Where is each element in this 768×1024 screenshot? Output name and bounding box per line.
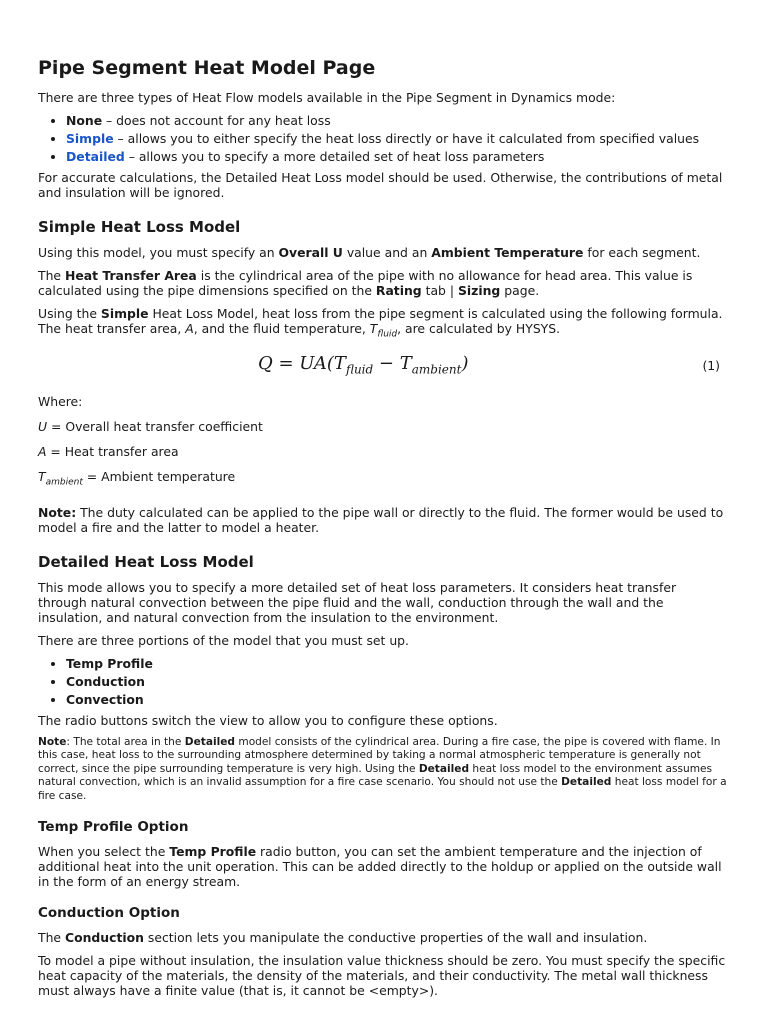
definition-t-ambient: $T_{ambient}$ = Ambient temperature <box>38 469 236 488</box>
detailed-note: Note: The total area in the Detailed model consists of the cylindrical area. During a fire case, the pipe is covered with flame. In this case, heat loss to the surrounding atmosphere determined by taking a normal atmospheric temperature is generally not correct, since the pipe surrounding temperature is very high. Using the Detailed heat loss model to the environment assumes natural convection, which is an invalid assumption for a fire case scenario. You should not use the Detailed heat loss model for a fire case. <box>38 735 727 802</box>
heat-loss-equation: $Q = UA(T_{fluid} - T_{ambient})$ <box>258 353 469 378</box>
where-label: Where: <box>38 394 83 410</box>
equation-block <box>38 350 728 390</box>
list-item: • Conduction <box>66 674 728 689</box>
section-heading-simple: Simple Heat Loss Model <box>38 218 241 236</box>
model-detailed-link[interactable]: Detailed <box>66 149 125 164</box>
portion-list <box>38 656 728 707</box>
model-simple-link[interactable]: Simple <box>66 131 114 146</box>
paragraph: Using the Simple Heat Loss Model, heat loss from the pipe segment is calculated using the following formula. The heat transfer area, A, and the fluid temperature, $T_{fluid}$, are calculated by HYSYS. <box>38 306 723 340</box>
list-item: • Detailed – allows you to specify a more detailed set of heat loss parameters <box>66 149 728 164</box>
section-heading-temp-profile: Temp Profile Option <box>38 819 189 836</box>
page-title: Pipe Segment Heat Model Page <box>38 57 376 79</box>
paragraph: This mode allows you to specify a more detailed set of heat loss parameters. It considers heat transfer through natural convection between the pipe fluid and the wall, conduction through the wall and the insulation, and natural convection from the insulation to the environment. <box>38 579 677 625</box>
intro-text: There are three types of Heat Flow models available in the Pipe Segment in Dynamics mode: <box>38 90 616 105</box>
paragraph: There are three portions of the model that you must set up. <box>38 632 409 648</box>
paragraph: The radio buttons switch the view to allow you to configure these options. <box>38 712 498 728</box>
section-heading-detailed: Detailed Heat Loss Model <box>38 552 254 571</box>
equation-number: (1) <box>702 358 720 374</box>
section-heading-conduction: Conduction Option <box>38 905 180 922</box>
accuracy-note: For accurate calculations, the Detailed Heat Loss model should be used. Otherwise, the contributions of metal and insulation will be ignored. <box>38 170 723 200</box>
paragraph: To model a pipe without insulation, the insulation value thickness should be zero. You must specify the specific heat capacity of the materials, the density of the materials, and their conductivity. The metal wall thickness must always have a finite value (that is, it cannot be <empty>). <box>38 953 726 999</box>
definition-a: A = Heat transfer area <box>38 444 179 460</box>
model-none-label: None <box>66 113 103 128</box>
list-item: • Temp Profile <box>66 656 728 671</box>
list-item: • None – does not account for any heat loss <box>66 113 728 128</box>
heat-model-list <box>38 113 728 164</box>
simple-note: Note: The duty calculated can be applied to the pipe wall or directly to the fluid. The former would be used to model a fire and the latter to model a heater. <box>38 504 724 535</box>
paragraph: The Heat Transfer Area is the cylindrical area of the pipe with no allowance for head area. This value is calculated using the pipe dimensions specified on the Rating tab | Sizing page. <box>38 268 693 298</box>
list-item: • Convection <box>66 692 728 707</box>
paragraph: When you select the Temp Profile radio button, you can set the ambient temperature and the injection of additional heat into the unit operation. This can be added directly to the holdup or applied on the outside wall in the form of an energy stream. <box>38 844 722 890</box>
list-item: • Simple – allows you to either specify the heat loss directly or have it calculated from specified values <box>66 131 728 146</box>
paragraph: The Conduction section lets you manipulate the conductive properties of the wall and insulation. <box>38 930 648 946</box>
definition-u: U = Overall heat transfer coefficient <box>38 419 263 435</box>
paragraph: Using this model, you must specify an Overall U value and an Ambient Temperature for each segment. <box>38 245 701 260</box>
